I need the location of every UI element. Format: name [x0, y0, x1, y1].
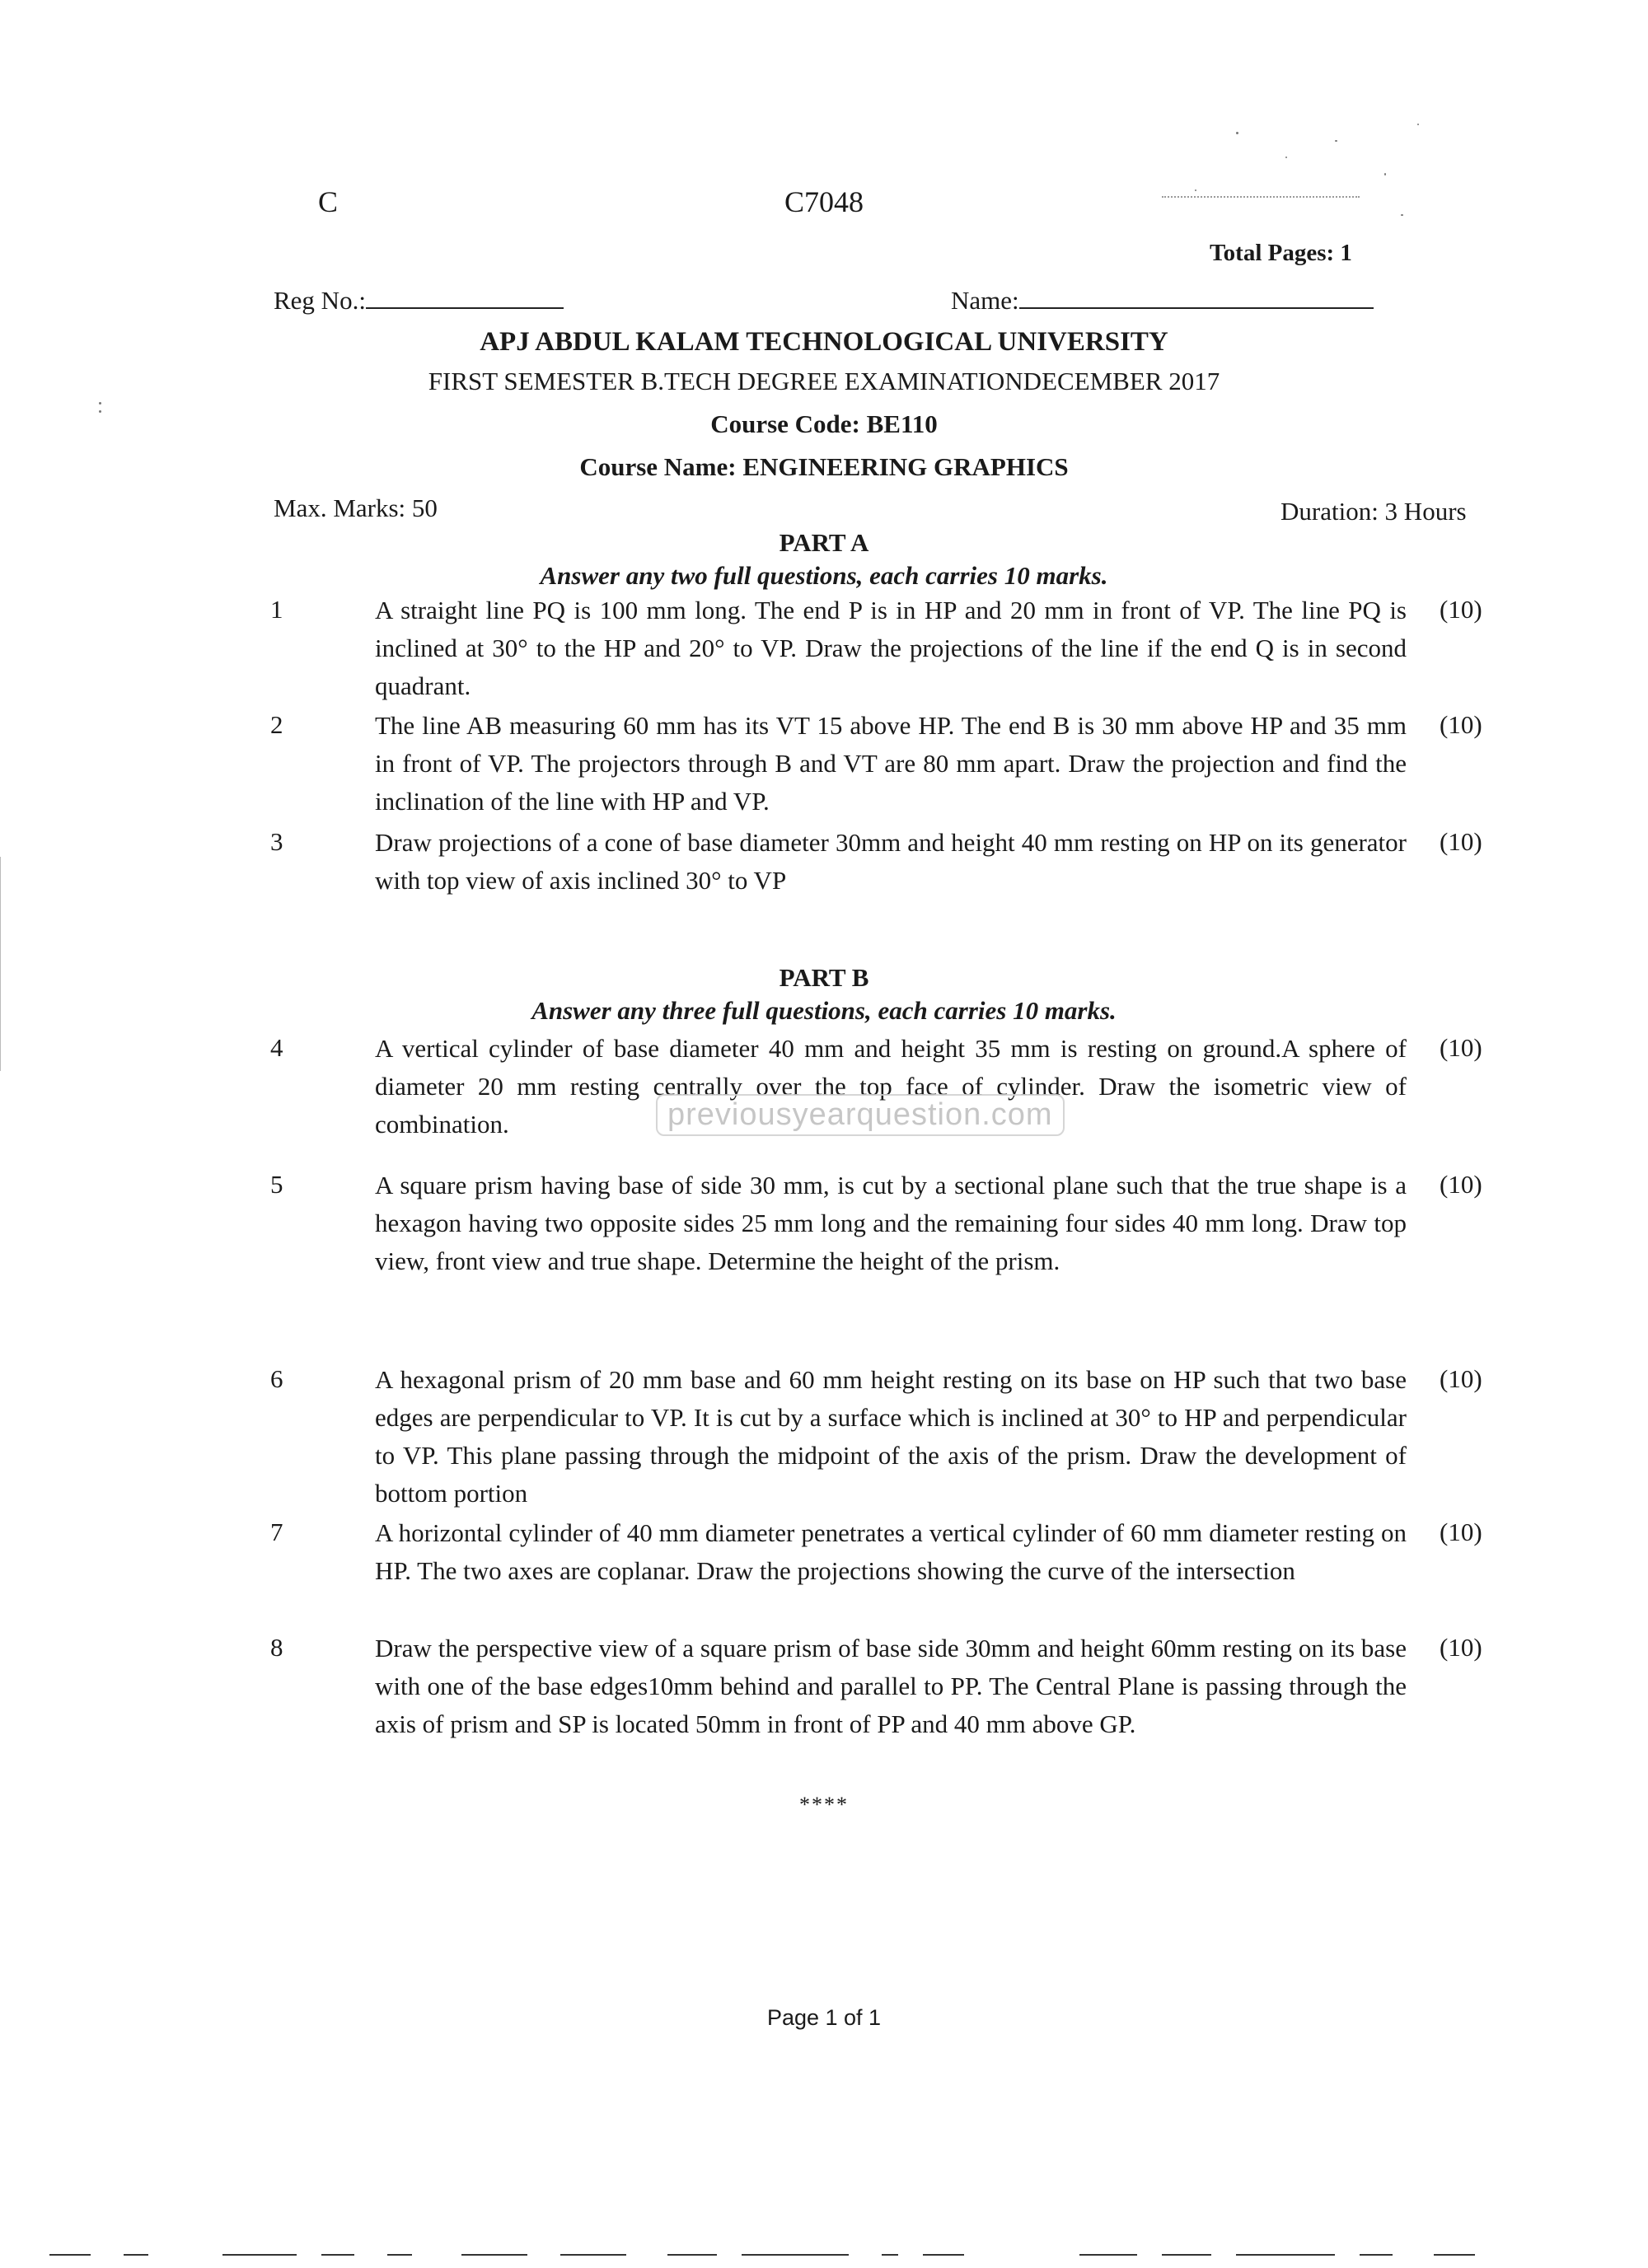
name-field[interactable]: [1019, 283, 1374, 309]
scan-edge-dash: [1079, 2254, 1137, 2256]
paper-code: C7048: [784, 185, 864, 218]
scan-edge-dash: [923, 2254, 964, 2256]
course-code: Course Code: BE110: [710, 409, 938, 438]
question-text: A square prism having base of side 30 mm, is cut by a sectional plane such that the true shape is a hexagon having two opposite sides 25 mm long and the remaining four sides 40 mm long. Draw top view, front view and true shape. Determine the height of the prism.: [375, 1171, 1407, 1275]
scan-edge-dash: [560, 2254, 626, 2256]
question-number: 2: [270, 710, 283, 739]
question-marks: (10): [1440, 1517, 1482, 1546]
total-pages: Total Pages: 1: [1210, 240, 1352, 266]
question-text: A straight line PQ is 100 mm long. The end P is in HP and 20 mm in front of VP. The line PQ is inclined at 30° to the HP and 20° to VP. Draw the projections of the line if the end Q is in second quadrant.: [375, 596, 1407, 700]
question-marks: (10): [1440, 827, 1482, 856]
scan-edge-dash: [222, 2254, 297, 2256]
scan-edge-dash: [1162, 2254, 1211, 2256]
reg-no-label: Reg No.:: [274, 286, 366, 315]
name-label: Name:: [951, 286, 1019, 315]
exam-title: FIRST SEMESTER B.TECH DEGREE EXAMINATIONDECEMBER 2017: [428, 367, 1220, 395]
duration: Duration: 3 Hours: [1280, 497, 1467, 526]
part-b-instruction: Answer any three full questions, each carries 10 marks.: [531, 996, 1117, 1025]
course-name: Course Name: ENGINEERING GRAPHICS: [579, 452, 1069, 481]
scan-edge-dash: [882, 2254, 898, 2256]
watermark-logo: previousyearquestion.com: [656, 1094, 1065, 1136]
scan-edge-dash: [742, 2254, 849, 2256]
scan-edge-dash: [1236, 2254, 1335, 2256]
scan-edge-dash: [1434, 2254, 1475, 2256]
scan-edge-dash: [49, 2254, 91, 2256]
question-marks: (10): [1440, 1033, 1482, 1062]
question-text: A hexagonal prism of 20 mm base and 60 mm height resting on its base on HP such that two base edges are perpendicular to VP. It is cut by a surface which is inclined at 30° to HP and perpendicular to VP. This plane passing through the midpoint of the axis of the prism. Draw the development of bottom portion: [375, 1365, 1407, 1508]
question-number: 8: [270, 1633, 283, 1662]
question-number: 5: [270, 1170, 283, 1199]
question-number: 7: [270, 1517, 283, 1546]
question-number: 3: [270, 827, 283, 856]
max-marks: Max. Marks: 50: [274, 493, 438, 522]
scan-edge-dash: [124, 2254, 148, 2256]
question-marks: (10): [1440, 710, 1482, 739]
question-marks: (10): [1440, 1633, 1482, 1662]
scan-edge-dash: [461, 2254, 527, 2256]
question-number: 6: [270, 1364, 283, 1393]
scan-edge-dash: [667, 2254, 717, 2256]
part-a-title: PART A: [779, 528, 869, 557]
question-text: Draw the perspective view of a square prism of base side 30mm and height 60mm resting on its base with one of the base edges10mm behind and parallel to PP. The Central Plane is passing through the axis of prism and SP is located 50mm in front of PP and 40 mm above GP.: [375, 1634, 1407, 1738]
question-marks: (10): [1440, 1364, 1482, 1393]
question-marks: (10): [1440, 595, 1482, 624]
question-text: A horizontal cylinder of 40 mm diameter penetrates a vertical cylinder of 60 mm diameter resting on HP. The two axes are coplanar. Draw the projections showing the curve of the intersection: [375, 1518, 1407, 1585]
page-number: Page 1 of 1: [766, 2005, 882, 2030]
reg-no: [274, 282, 564, 320]
series-letter: C: [318, 185, 339, 218]
name: [951, 282, 1374, 320]
question-text: Draw projections of a cone of base diameter 30mm and height 40 mm resting on HP on its generator with top view of axis inclined 30° to VP: [375, 828, 1407, 895]
question-number: 1: [270, 595, 283, 624]
question-number: 4: [270, 1033, 283, 1062]
part-b-title: PART B: [779, 963, 869, 992]
question-text: The line AB measuring 60 mm has its VT 15 above HP. The end B is 30 mm above HP and 35 mm in front of VP. The projectors through B and VT are 80 mm apart. Draw the projection and find the inclination of the line with HP and VP.: [375, 711, 1407, 816]
end-marker: ****: [799, 1793, 849, 1817]
scan-edge-dash: [387, 2254, 412, 2256]
scan-edge-dash: [1360, 2254, 1393, 2256]
university-name: APJ ABDUL KALAM TECHNOLOGICAL UNIVERSITY: [480, 327, 1168, 357]
scan-edge-dash: [321, 2254, 354, 2256]
question-text: A vertical cylinder of base diameter 40 mm and height 35 mm is resting on ground.A sphere of diameter 20 mm resting centrally over the top face of cylinder. Draw the isometric view of combination.: [375, 1034, 1407, 1139]
reg-no-field[interactable]: [366, 283, 564, 309]
question-marks: (10): [1440, 1170, 1482, 1199]
part-a-instruction: Answer any two full questions, each carries 10 marks.: [540, 561, 1108, 590]
